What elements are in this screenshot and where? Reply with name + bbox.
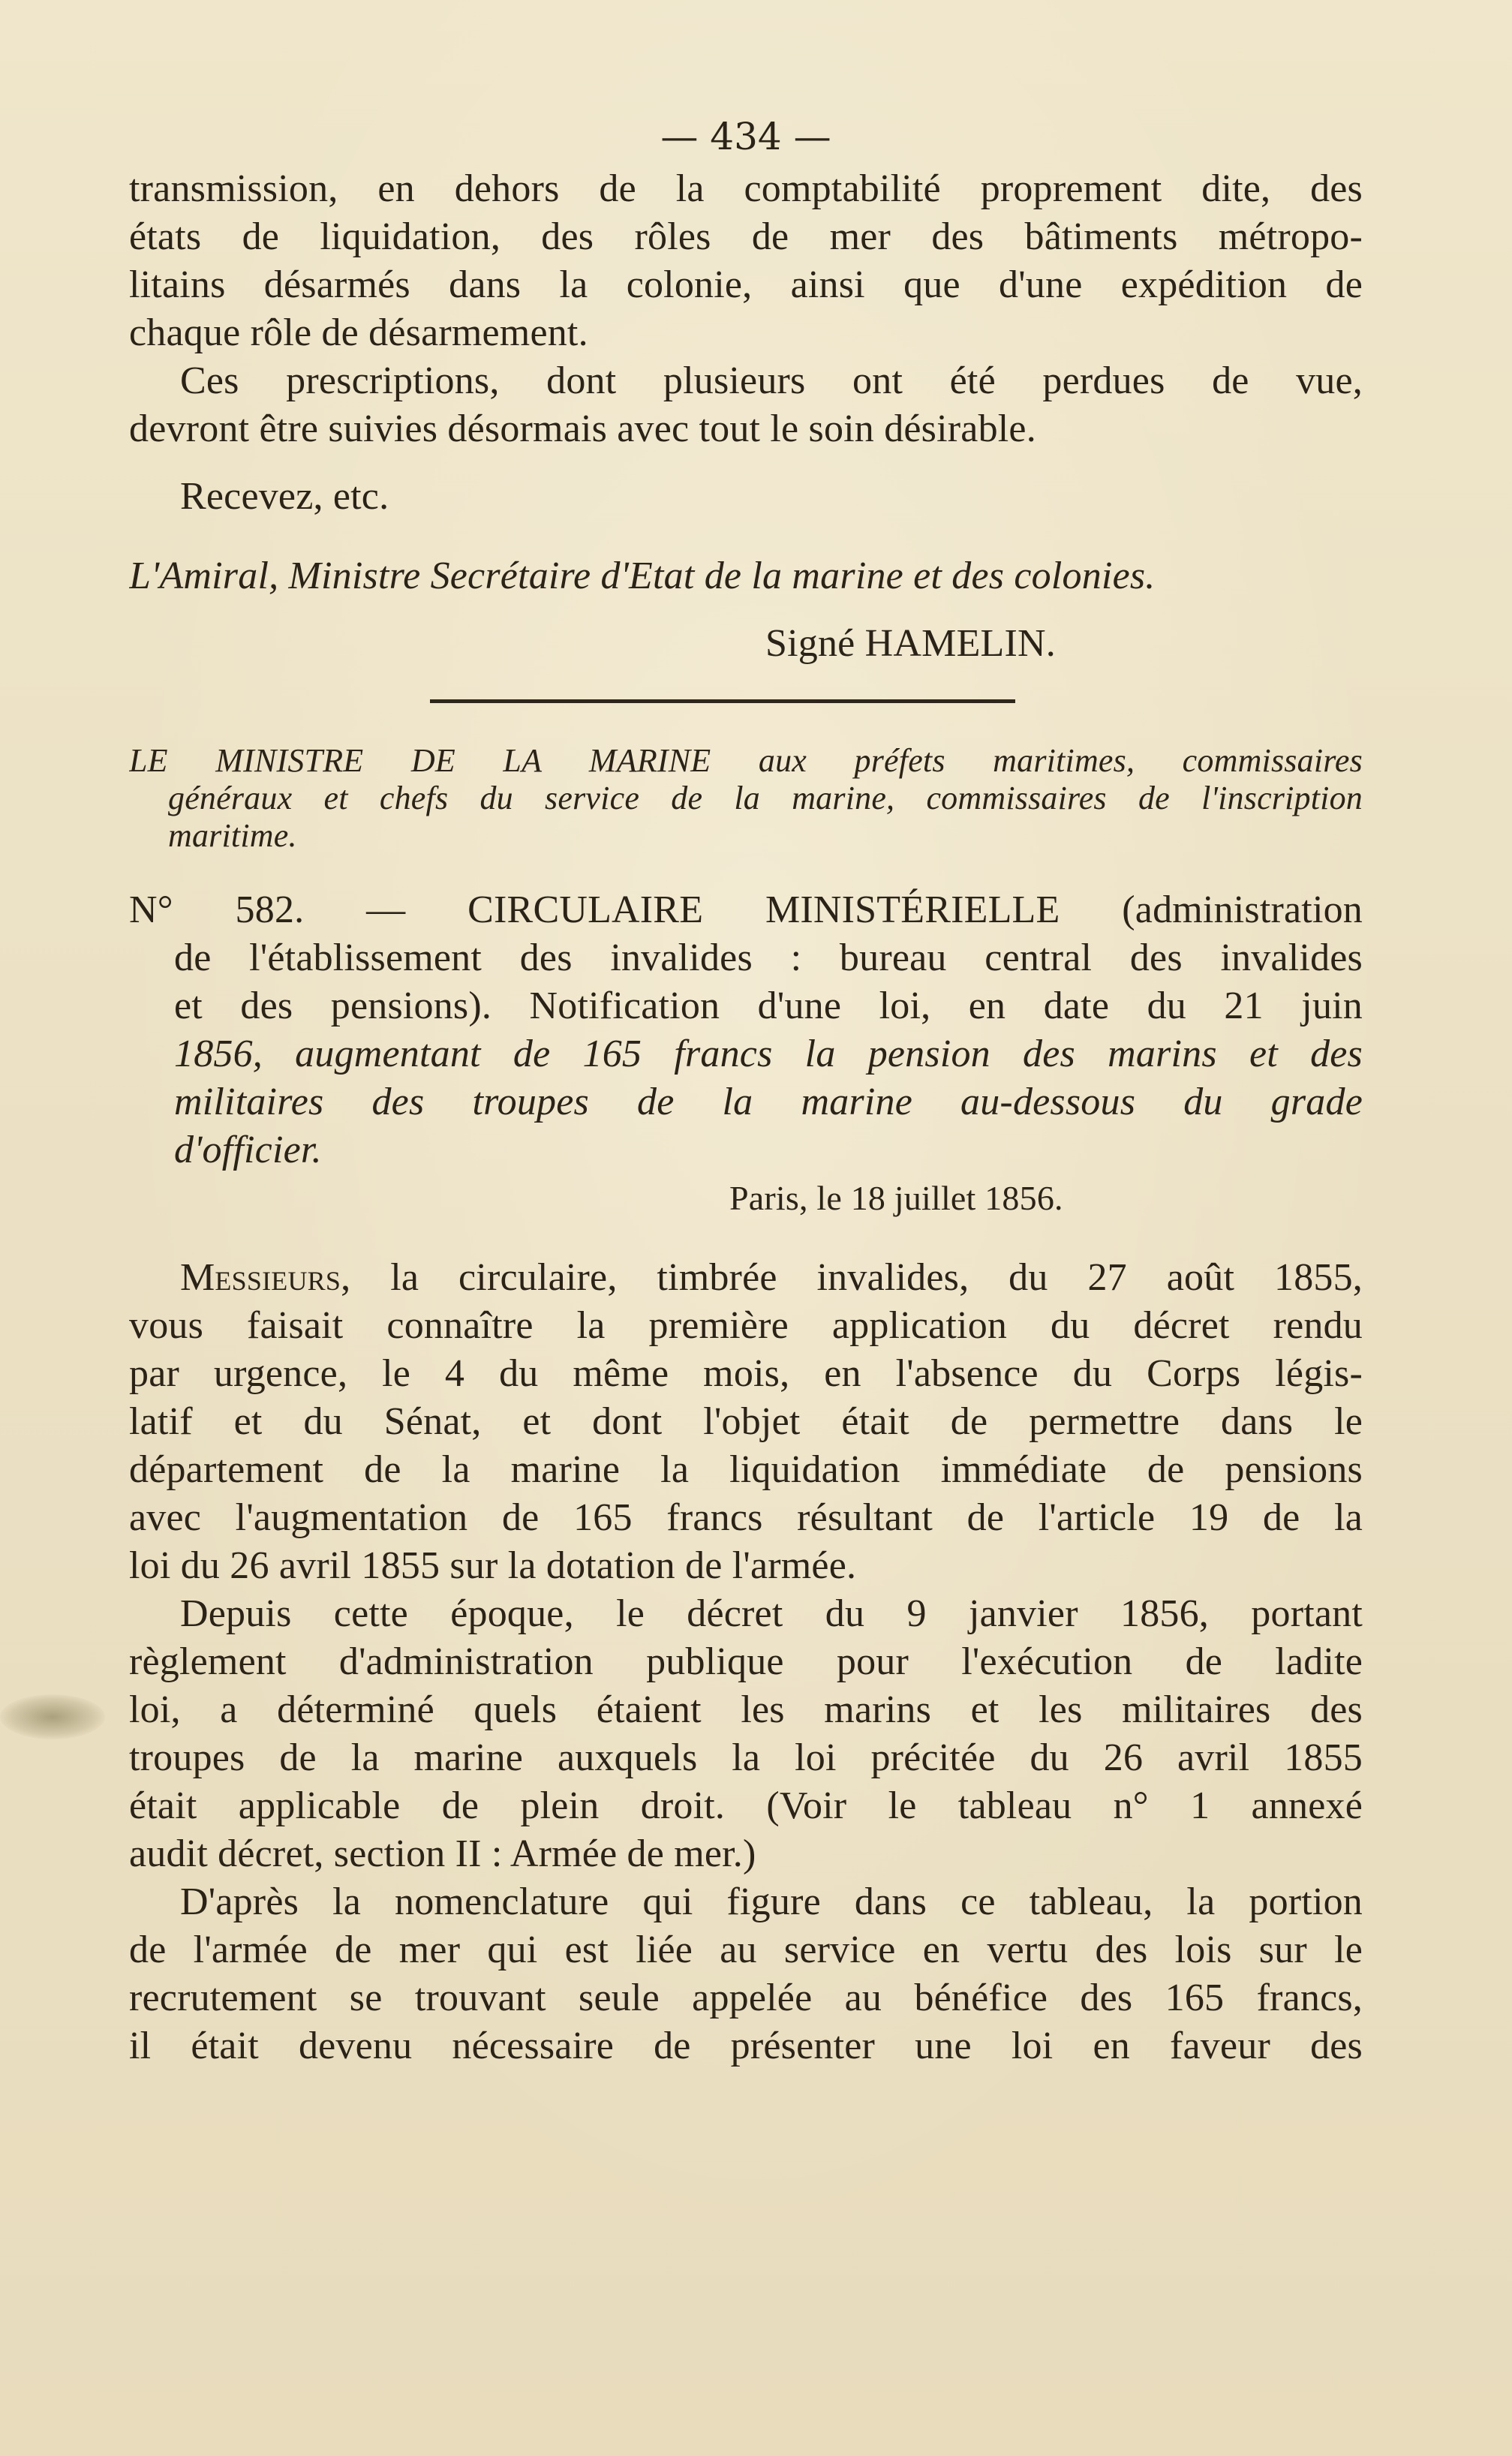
paragraph-prescriptions: [129, 357, 1363, 453]
text-line: [129, 1254, 1363, 1302]
text-line: il était devenu nécessaire de présenter une loi en faveur des: [129, 2025, 1363, 2067]
paragraph-nomenclature: [129, 1878, 1363, 2070]
text-line: vous faisait connaître la première application du décret rendu: [129, 1304, 1363, 1347]
address-line: maritime.: [168, 817, 297, 854]
closing-formula: Recevez, etc.: [180, 475, 389, 518]
dateline: Paris, le 18 juillet 1856.: [729, 1179, 1063, 1217]
signature: Signé HAMELIN.: [765, 622, 1056, 665]
text-line: chaque rôle de désarmement.: [129, 311, 588, 354]
heading-line: N° 582. — CIRCULAIRE MINISTÉRIELLE (administration: [129, 888, 1363, 931]
text-line: audit décret, section II : Armée de mer.): [129, 1832, 756, 1875]
heading-line: d'officier.: [174, 1129, 322, 1171]
address-block: [129, 742, 1363, 855]
text-line: avec l'augmentation de 165 francs résultant de l'article 19 de la: [129, 1496, 1363, 1539]
section-divider: [430, 699, 1015, 703]
page-number: — 434 —: [660, 115, 831, 158]
text-line: latif et du Sénat, et dont l'objet était de permettre dans le: [129, 1400, 1363, 1443]
page-content: [129, 113, 1363, 2070]
salutation: Messieurs: [180, 1256, 341, 1299]
paragraph-messieurs: [129, 1254, 1363, 1590]
text-fragment: , la circulaire, timbrée invalides, du 27 août 1855,: [341, 1256, 1363, 1299]
text-line: transmission, en dehors de la comptabilité proprement dite, des: [129, 167, 1363, 210]
text-line: loi du 26 avril 1855 sur la dotation de l'armée.: [129, 1544, 857, 1587]
text-line: par urgence, le 4 du même mois, en l'absence du Corps légis-: [129, 1352, 1363, 1395]
text-line: états de liquidation, des rôles de mer des bâtiments métropo-: [129, 215, 1363, 258]
text-line: était applicable de plein droit. (Voir le tableau n° 1 annexé: [129, 1784, 1363, 1827]
signatory-title: L'Amiral, Ministre Secrétaire d'Etat de la marine et des colonies.: [129, 555, 1156, 597]
text-line: Depuis cette époque, le décret du 9 janvier 1856, portant: [180, 1592, 1363, 1635]
heading-line: et des pensions). Notification d'une loi, en date du 21 juin: [174, 985, 1363, 1027]
address-line: généraux et chefs du service de la marine, commissaires de l'inscription: [168, 780, 1363, 816]
text-line: règlement d'administration publique pour l'exécution de ladite: [129, 1640, 1363, 1683]
text-line: devront être suivies désormais avec tout le soin désirable.: [129, 407, 1036, 450]
address-line: LE MINISTRE DE LA MARINE aux préfets maritimes, commissaires: [129, 742, 1363, 779]
page-stain: [0, 1694, 105, 1739]
paragraph-continuation: [129, 165, 1363, 357]
text-line: litains désarmés dans la colonie, ainsi que d'une expédition de: [129, 263, 1363, 306]
text-line: recrutement se trouvant seule appelée au bénéfice des 165 francs,: [129, 1977, 1363, 2019]
circular-heading: [129, 886, 1363, 1174]
text-line: loi, a déterminé quels étaient les marins et les militaires des: [129, 1688, 1363, 1731]
text-line: troupes de la marine auxquels la loi précitée du 26 avril 1855: [129, 1736, 1363, 1779]
heading-line: militaires des troupes de la marine au-dessous du grade: [174, 1081, 1363, 1123]
text-line: D'après la nomenclature qui figure dans ce tableau, la portion: [180, 1880, 1363, 1923]
text-line: département de la marine la liquidation immédiate de pensions: [129, 1448, 1363, 1491]
text-line: Ces prescriptions, dont plusieurs ont été perdues de vue,: [180, 359, 1363, 402]
paragraph-depuis: [129, 1590, 1363, 1878]
text-line: de l'armée de mer qui est liée au service en vertu des lois sur le: [129, 1928, 1363, 1971]
heading-line: de l'établissement des invalides : bureau central des invalides: [174, 936, 1363, 979]
heading-line: 1856, augmentant de 165 francs la pension des marins et des: [174, 1033, 1363, 1075]
